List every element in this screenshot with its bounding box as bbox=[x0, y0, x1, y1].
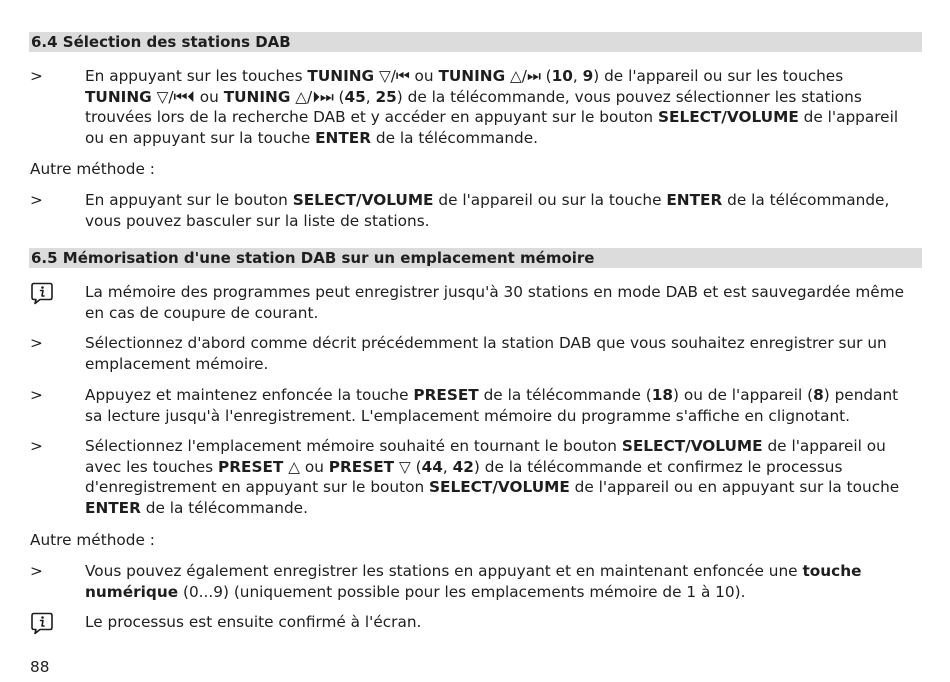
paragraph-text: Sélectionnez l'emplacement mémoire souhaité en tournant le bouton SELECT/VOLUME de l'appareil ou avec les touches PRESET △ ou PRESET ▽ (44, 42) de la télécommande et confirmez le processus d'enregistrement en appuyant sur le bouton SELECT/VOLUME de l'appareil ou en appuyant sur la touche ENTER de la télécommande. bbox=[85, 437, 900, 517]
paragraph-text: Vous pouvez également enregistrer les stations en appuyant et en maintenant enfoncée une touche numérique (0...9) (uniquement possible pour les emplacements mémoire de 1 à 10). bbox=[85, 562, 862, 601]
list-item bbox=[30, 436, 910, 518]
list-item bbox=[30, 333, 910, 374]
list-item bbox=[30, 385, 910, 426]
section-heading-6-4: 6.4 Sélection des stations DAB bbox=[29, 32, 922, 52]
bullet-marker: > bbox=[30, 437, 43, 455]
list-item bbox=[30, 561, 910, 602]
info-note bbox=[30, 282, 910, 323]
info-icon bbox=[30, 611, 54, 635]
paragraph-text: La mémoire des programmes peut enregistrer jusqu'à 30 stations en mode DAB et est sauvegardée même en cas de coupure de courant. bbox=[85, 283, 905, 322]
paragraph-text: En appuyant sur le bouton SELECT/VOLUME de l'appareil ou sur la touche ENTER de la télécommande, vous pouvez basculer sur la liste de stations. bbox=[85, 191, 890, 230]
autre-methode-label: Autre méthode : bbox=[30, 531, 155, 549]
paragraph-text: Sélectionnez d'abord comme décrit précédemment la station DAB que vous souhaitez enregistrer sur un emplacement mémoire. bbox=[85, 334, 887, 373]
paragraph-text: Appuyez et maintenez enfoncée la touche PRESET de la télécommande (18) ou de l'appareil (8) pendant sa lecture jusqu'à l'enregistrement. L'emplacement mémoire du programme s'affiche en clignotant. bbox=[85, 386, 899, 425]
bullet-marker: > bbox=[30, 191, 43, 209]
bullet-marker: > bbox=[30, 386, 43, 404]
autre-methode-label: Autre méthode : bbox=[30, 160, 155, 178]
paragraph-text: Le processus est ensuite confirmé à l'écran. bbox=[85, 613, 422, 631]
section-heading-6-5: 6.5 Mémorisation d'une station DAB sur un emplacement mémoire bbox=[29, 248, 922, 268]
paragraph-text: En appuyant sur les touches TUNING ▽/⏮ ou TUNING △/⏭ (10, 9) de l'appareil ou sur les touches TUNING ▽/⏮⏴ ou TUNING △/⏵⏭ (45, 25) de la télécommande, vous pouvez sélectionner les stations trouvées lors de la recherche DAB et y accéder en appuyant sur le bouton SELECT/VOLUME de l'appareil ou en appuyant sur la touche ENTER de la télécommande. bbox=[85, 67, 899, 147]
bullet-marker: > bbox=[30, 334, 43, 352]
info-icon bbox=[30, 281, 54, 305]
list-item bbox=[30, 66, 910, 148]
bullet-marker: > bbox=[30, 562, 43, 580]
page-number: 88 bbox=[30, 658, 50, 676]
info-note bbox=[30, 612, 910, 633]
bullet-marker: > bbox=[30, 67, 43, 85]
list-item bbox=[30, 190, 910, 231]
